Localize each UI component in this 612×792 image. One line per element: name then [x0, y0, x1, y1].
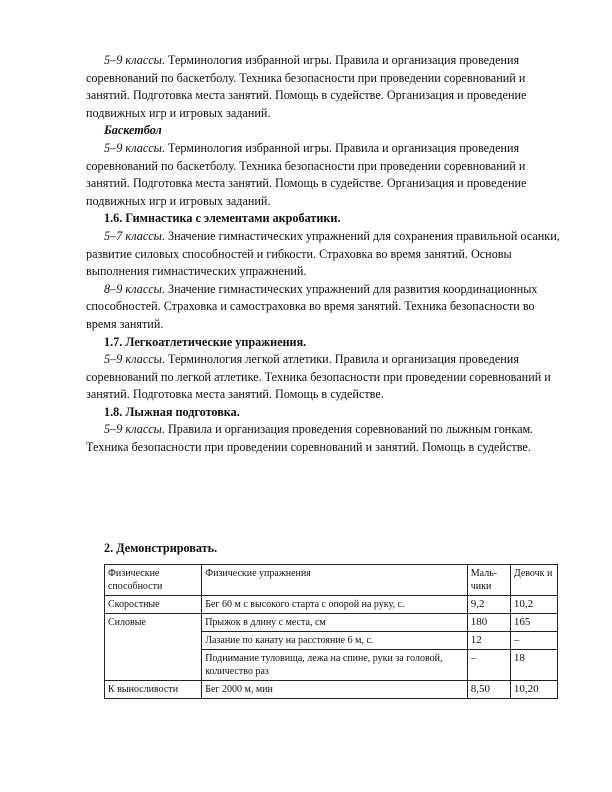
- section-heading-1-8: 1.8. Лыжная подготовка.: [104, 404, 240, 419]
- section-heading-demonstrate: 2. Демонстрировать.: [104, 541, 218, 555]
- paragraph-1: [86, 52, 564, 122]
- table-header-cell: Девочк и: [510, 565, 557, 596]
- table-row: [105, 614, 558, 632]
- table-header-cell: Маль-чики: [467, 565, 510, 596]
- paragraph-6: [86, 421, 564, 456]
- table-cell-girls: 10,20: [510, 681, 557, 699]
- table-cell-boys: 9,2: [467, 596, 510, 614]
- table-row: [105, 681, 558, 699]
- table-cell-exercise: Поднимание туловища, лежа на спине, руки за головой, количество раз: [202, 650, 468, 681]
- paragraph-3: [86, 228, 564, 281]
- text-body: [86, 52, 564, 457]
- table-header-cell: Физические упражнения: [202, 565, 468, 596]
- grade-label: 5–7 классы: [104, 228, 162, 243]
- section-heading-1-7: 1.7. Легкоатлетические упражнения.: [104, 334, 307, 349]
- table-header-row: [105, 565, 558, 596]
- table-cell-exercise: Лазание по канату на расстояние 6 м, с.: [202, 632, 468, 650]
- grade-label: 5–9 классы: [104, 140, 162, 155]
- paragraph-text: . Значение гимнастических упражнений для сохранения правильной осанки, развитие силовых способностей и гибкости. Страховка во время занятий. Основы выполнения гимнастических упражнений.: [86, 228, 560, 279]
- paragraph-text: . Терминология избранной игры. Правила и организация проведения соревнований по баскетболу. Техника безопасности при проведении соревнований и занятий. Подготовка места занятий. Помощь в судействе. Организация и проведение подвижных игр и игровых заданий.: [86, 140, 527, 208]
- table-cell-exercise: Бег 60 м с высокого старта с опорой на руку, с.: [202, 596, 468, 614]
- table-cell-boys: 12: [467, 632, 510, 650]
- grade-label: 5–9 классы: [104, 422, 162, 437]
- table-cell-exercise: Прыжок в длину с места, см: [202, 614, 468, 632]
- paragraph-text: . Терминология избранной игры. Правила и организация проведения соревнований по баскетболу. Техника безопасности при проведении соревнований и занятий. Подготовка места занятий. Помощь в судействе. Организация и проведение подвижных игр и игровых заданий.: [86, 53, 527, 120]
- section-heading-1-6: 1.6. Гимнастика с элементами акробатики.: [104, 211, 341, 226]
- table-cell-exercise: Бег 2000 м, мин: [202, 681, 468, 699]
- table-cell-boys: 8,50: [467, 681, 510, 699]
- table-cell-girls: 10,2: [510, 596, 557, 614]
- table-cell-ability: Силовые: [105, 614, 202, 681]
- section-basketball-title: Баскетбол: [104, 123, 162, 138]
- paragraph-5: [86, 351, 564, 404]
- table-cell-ability: Скоростные: [105, 596, 202, 614]
- table-cell-girls: 165: [510, 614, 557, 632]
- paragraph-text: . Правила и организация проведения соревнований по лыжным гонкам. Техника безопасности при проведении соревнований и занятий. Помощь в судействе.: [86, 422, 534, 455]
- table-cell-girls: 18: [510, 650, 557, 681]
- table-header-cell: Физические способности: [105, 565, 202, 596]
- paragraph-4: [86, 281, 564, 334]
- table-cell-girls: –: [510, 632, 557, 650]
- grade-label: 8–9 классы: [104, 281, 162, 296]
- paragraph-2: [86, 140, 564, 210]
- paragraph-text: . Значение гимнастических упражнений для развития координационных способностей. Страховка и самостраховка во время занятий. Техника безопасности во время занятий.: [86, 281, 538, 331]
- table-cell-boys: –: [467, 650, 510, 681]
- table-cell-ability: К выносливости: [105, 681, 202, 699]
- grade-label: 5–9 классы: [104, 53, 162, 67]
- paragraph-text: . Терминология легкой атлетики. Правила и организация проведения соревнований по легкой атлетике. Техника безопасности при проведении соревнований и занятий. Подготовка места занятий. Помощь в судействе.: [86, 352, 551, 402]
- table-cell-boys: 180: [467, 614, 510, 632]
- norms-table: [104, 564, 558, 699]
- table-row: [105, 596, 558, 614]
- grade-label: 5–9 классы: [104, 352, 162, 367]
